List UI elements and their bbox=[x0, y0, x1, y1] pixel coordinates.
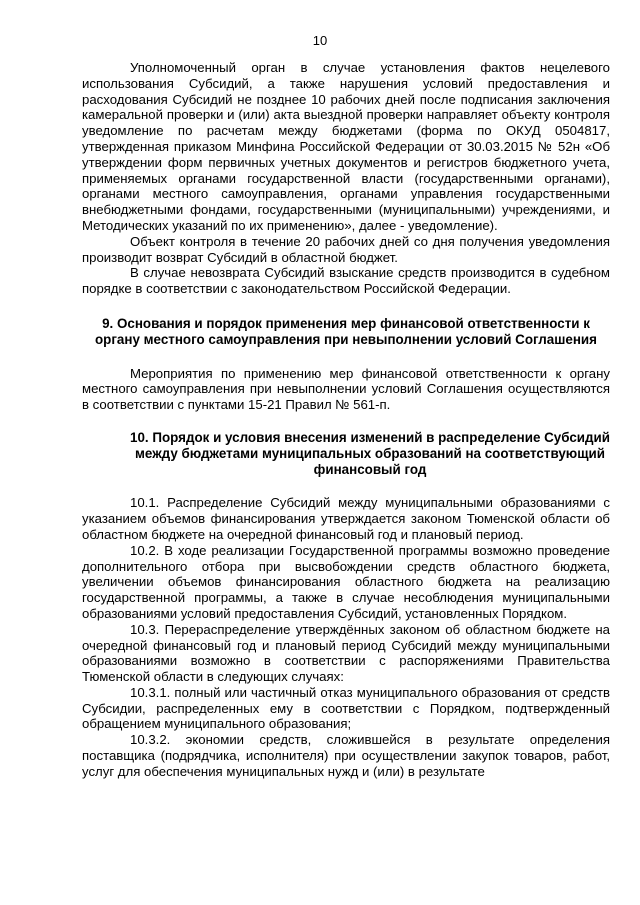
spacer bbox=[82, 477, 610, 495]
spacer bbox=[82, 297, 610, 316]
paragraph-10-3-1: 10.3.1. полный или частичный отказ муниципального образования от средств Субсидии, распределенных ему в соответствии с Порядком, подтвержденный обращением муниципального образования; bbox=[82, 684, 610, 732]
paragraph-10-3: 10.3. Перераспределение утверждённых законом об областном бюджете на очередной финансовый год и плановый период Субсидий между муниципальными образованиями возможно в соответствии с распоряжениями Правительства Тюменской области в следующих случаях: bbox=[82, 621, 610, 685]
section-9-paragraph: Мероприятия по применению мер финансовой ответственности к органу местного самоуправления при невыполнении условий Соглашения осуществляются в соответствии с пунктами 15-21 Правил № 561-п. bbox=[82, 365, 610, 413]
paragraph-misuse-notification: Уполномоченный орган в случае установления фактов нецелевого использования Субсидий, а также нарушения условий предоставления и расходования Субсидий не позднее 10 рабочих дней после подписания заключения камеральной проверки и (или) акта выездной проверки направляет объекту контроля уведомление по расчетам между бюджетами (форма по ОКУД 0504817, утвержденная приказом Минфина Российской Федерации от 30.03.2015 № 52н «Об утверждении форм первичных учетных документов и регистров бюджетного учета, применяемых органами государственной власти (государственными органами), органами местного самоуправления, органами управления государственными внебюджетными фондами, государственными (муниципальными) учреждениями, и Методических указаний по их применению», далее - уведомление). bbox=[82, 60, 610, 233]
paragraph-10-2: 10.2. В ходе реализации Государственной программы возможно проведение дополнительного отбора при высвобождении средств областного бюджета, увеличении объемов финансирования областного бюджета на реализацию государственной программы, а также в случае несоблюдения муниципальными образованиями условий предоставления Субсидий, установленных Порядком. bbox=[82, 542, 610, 621]
page-number: 10 bbox=[312, 33, 328, 48]
spacer bbox=[82, 413, 610, 430]
spacer bbox=[82, 348, 610, 366]
paragraph-refund-deadline: Объект контроля в течение 20 рабочих дней со дня получения уведомления производит возврат Субсидий в областной бюджет. bbox=[82, 233, 610, 265]
section-10-heading: 10. Порядок и условия внесения изменений в распределение Субсидий между бюджетами муниципальных образований на соответствующий финансовый год bbox=[130, 429, 610, 477]
paragraph-10-1: 10.1. Распределение Субсидий между муниципальными образованиями с указанием объемов финансирования утверждается законом Тюменской области об областном бюджете на очередной финансовый год и плановый период. bbox=[82, 495, 610, 542]
document-body bbox=[82, 60, 610, 780]
paragraph-10-3-2: 10.3.2. экономии средств, сложившейся в результате определения поставщика (подрядчика, исполнителя) при осуществлении закупок товаров, работ, услуг для обеспечения муниципальных нужд и (или) в результате bbox=[82, 732, 610, 779]
section-9-heading: 9. Основания и порядок применения мер финансовой ответственности к органу местного самоуправления при невыполнении условий Соглашения bbox=[95, 315, 597, 347]
paragraph-court-recovery: В случае невозврата Субсидий взыскание средств производится в судебном порядке в соответствии с законодательством Российской Федерации. bbox=[82, 265, 610, 297]
